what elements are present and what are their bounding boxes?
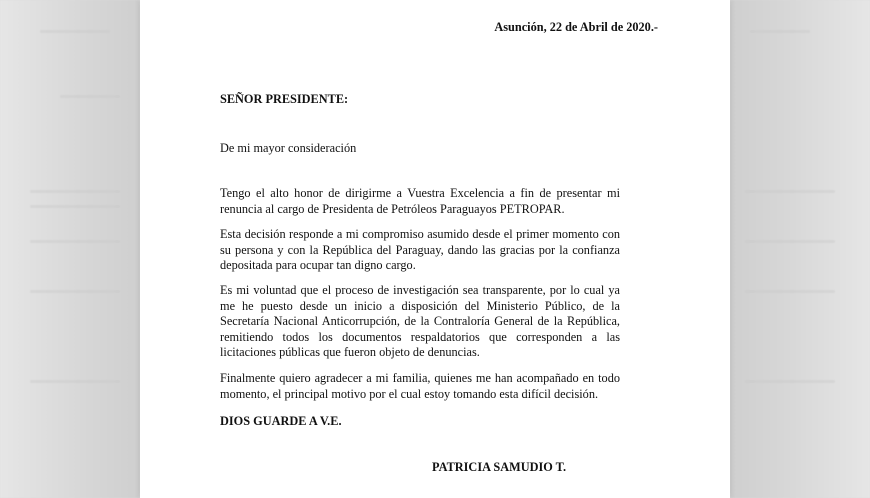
blurred-text-line	[30, 240, 120, 243]
paragraph-investigation: Es mi voluntad que el proceso de investigación sea transparente, por lo cual ya me he puesto desde un inicio a disposición del Ministerio Público, de la Secretaría Nacional Anticorrupción, de la Contraloría General de la República, remitiendo todos los documentos respaldatorios que corresponden a las licitaciones públicas que fueron objeto de denuncias.	[220, 283, 620, 360]
paragraph-commitment: Esta decisión responde a mi compromiso asumido desde el primer momento con su persona y con la República del Paraguay, dando las gracias por la confianza depositada para ocupar tan digno cargo.	[220, 227, 620, 273]
letter-page	[140, 0, 730, 498]
blurred-text-line	[40, 30, 110, 33]
blurred-text-line	[745, 380, 835, 383]
blurred-text-line	[30, 380, 120, 383]
paragraph-resignation: Tengo el alto honor de dirigirme a Vuestra Excelencia a fin de presentar mi renuncia al cargo de Presidenta de Petróleos Paraguayos PETROPAR.	[220, 186, 620, 216]
blurred-text-line	[30, 290, 120, 293]
blurred-text-line	[745, 240, 835, 243]
letter-greeting: De mi mayor consideración	[220, 141, 357, 155]
letter-closing: DIOS GUARDE A V.E.	[220, 414, 342, 428]
blurred-background-left	[0, 0, 140, 498]
blurred-text-line	[745, 290, 835, 293]
blurred-text-line	[30, 205, 120, 208]
letter-date: Asunción, 22 de Abril de 2020.-	[494, 20, 658, 34]
letter-signature: PATRICIA SAMUDIO T.	[432, 460, 567, 474]
paragraph-gratitude: Finalmente quiero agradecer a mi familia, quienes me han acompañado en todo momento, el principal motivo por el cual estoy tomando esta difícil decisión.	[220, 371, 620, 401]
blurred-text-line	[750, 30, 810, 33]
blurred-text-line	[30, 190, 120, 193]
blurred-text-line	[745, 190, 835, 193]
blurred-background-right	[730, 0, 870, 498]
letter-salutation: SEÑOR PRESIDENTE:	[220, 92, 349, 106]
blurred-text-line	[60, 95, 120, 98]
